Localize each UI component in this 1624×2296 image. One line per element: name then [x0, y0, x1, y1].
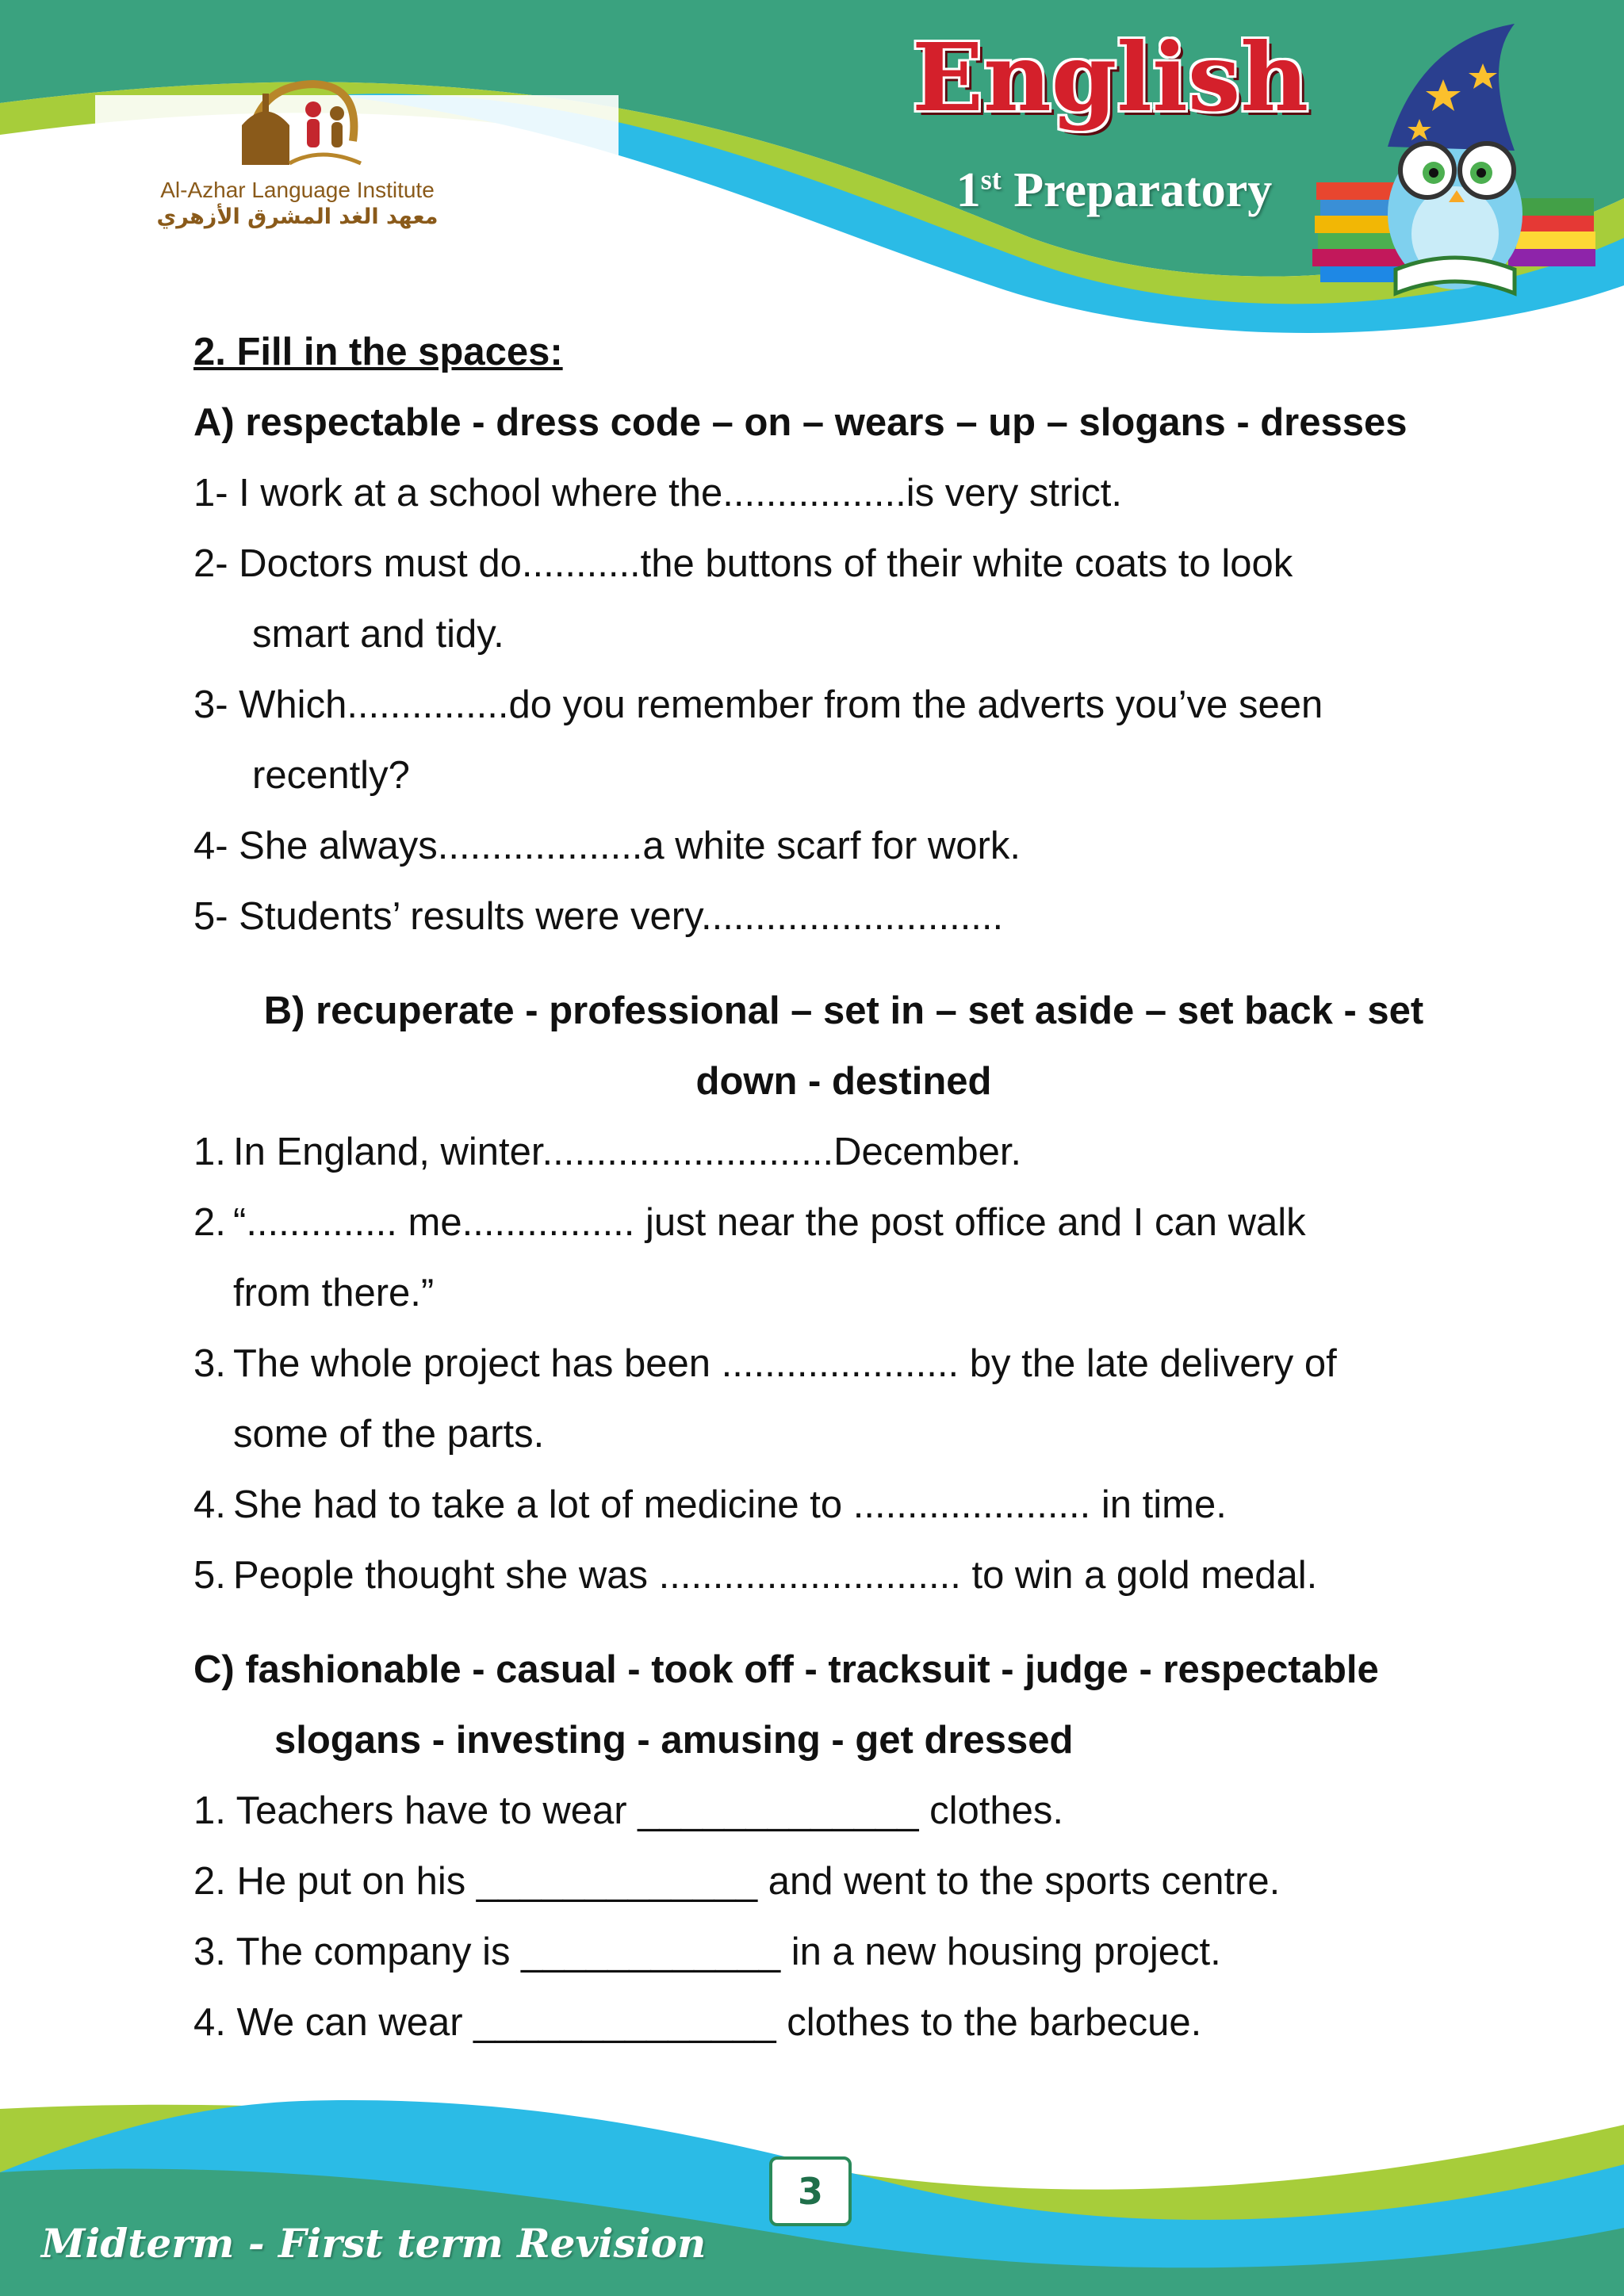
- subject-title: English: [912, 22, 1309, 132]
- item-text: from there.”: [233, 1272, 435, 1314]
- grade-suffix: st: [980, 163, 1002, 196]
- grade-word: Preparatory: [1013, 163, 1273, 217]
- item-number: 5.: [193, 1554, 226, 1597]
- institute-emblem-icon: [226, 70, 369, 173]
- part-b-item: [193, 1329, 1494, 1399]
- part-b-item: [193, 1117, 1494, 1188]
- item-text: People thought she was ............................ to win a gold medal.: [233, 1554, 1318, 1597]
- item-text: In England, winter...........................December.: [233, 1131, 1022, 1173]
- part-a-item: 5- Students’ results were very............................: [193, 895, 1004, 938]
- section-title: 2. Fill in the spaces:: [193, 331, 563, 373]
- grade-number: 1: [956, 163, 981, 217]
- part-b-item-continuation: [193, 1258, 1494, 1329]
- item-text: some of the parts.: [233, 1413, 545, 1456]
- part-c-word-bank-line1: C) fashionable - casual - took off - tracksuit - judge - respectable: [193, 1648, 1379, 1691]
- footer-title: Midterm - First term Revision: [41, 2220, 707, 2267]
- part-a-item: 3- Which...............do you remember from the adverts you’ve seen: [193, 683, 1323, 726]
- part-b-item: [193, 1540, 1494, 1611]
- part-b-item: [193, 1470, 1494, 1540]
- part-b-item-continuation: [193, 1399, 1494, 1470]
- item-number: 2.: [193, 1201, 226, 1244]
- item-number: 1.: [193, 1131, 226, 1173]
- part-a-word-bank: A) respectable - dress code – on – wears – up – slogans - dresses: [193, 401, 1408, 444]
- logo-arabic-name: معهد الغد المشرق الأزهري: [156, 205, 439, 229]
- part-a-item-continuation: smart and tidy.: [252, 613, 504, 656]
- item-text: She had to take a lot of medicine to ...................... in time.: [233, 1483, 1227, 1526]
- part-c-item: 2. He put on his _____________ and went to the sports centre.: [193, 1860, 1281, 1903]
- part-a-item-continuation: recently?: [252, 754, 410, 797]
- part-a-item: 2- Doctors must do...........the buttons of their white coats to look: [193, 542, 1293, 585]
- item-number: 4.: [193, 1483, 226, 1526]
- owl-wizard-mascot-icon: [1300, 16, 1602, 317]
- part-c-item: 1. Teachers have to wear _____________ clothes.: [193, 1789, 1063, 1832]
- item-number: [193, 1399, 233, 1470]
- page-number-badge: 3: [769, 2156, 852, 2226]
- part-c-item: 4. We can wear ______________ clothes to the barbecue.: [193, 2001, 1202, 2044]
- item-number: 3.: [193, 1342, 226, 1385]
- part-c-item: 3. The company is ____________ in a new housing project.: [193, 1931, 1221, 1973]
- item-text: The whole project has been ...................... by the late delivery of: [233, 1342, 1337, 1385]
- exercise-content: [193, 317, 1494, 2058]
- item-text: “.............. me................ just near the post office and I can walk: [233, 1201, 1306, 1244]
- grade-level: [928, 159, 1300, 222]
- part-b-word-bank-line2: down - destined: [695, 1060, 992, 1103]
- part-a-item: 4- She always...................a white scarf for work.: [193, 825, 1021, 867]
- part-b-word-bank-line1: B) recuperate - professional – set in – set aside – set back - set: [263, 989, 1424, 1032]
- part-c-word-bank-line2: slogans - investing - amusing - get dressed: [274, 1719, 1074, 1762]
- part-b-item: [193, 1188, 1494, 1258]
- institute-logo: [155, 70, 440, 244]
- part-a-item: 1- I work at a school where the.................is very strict.: [193, 472, 1122, 515]
- logo-english-name: Al-Azhar Language Institute: [160, 178, 435, 202]
- item-number: [193, 1258, 233, 1329]
